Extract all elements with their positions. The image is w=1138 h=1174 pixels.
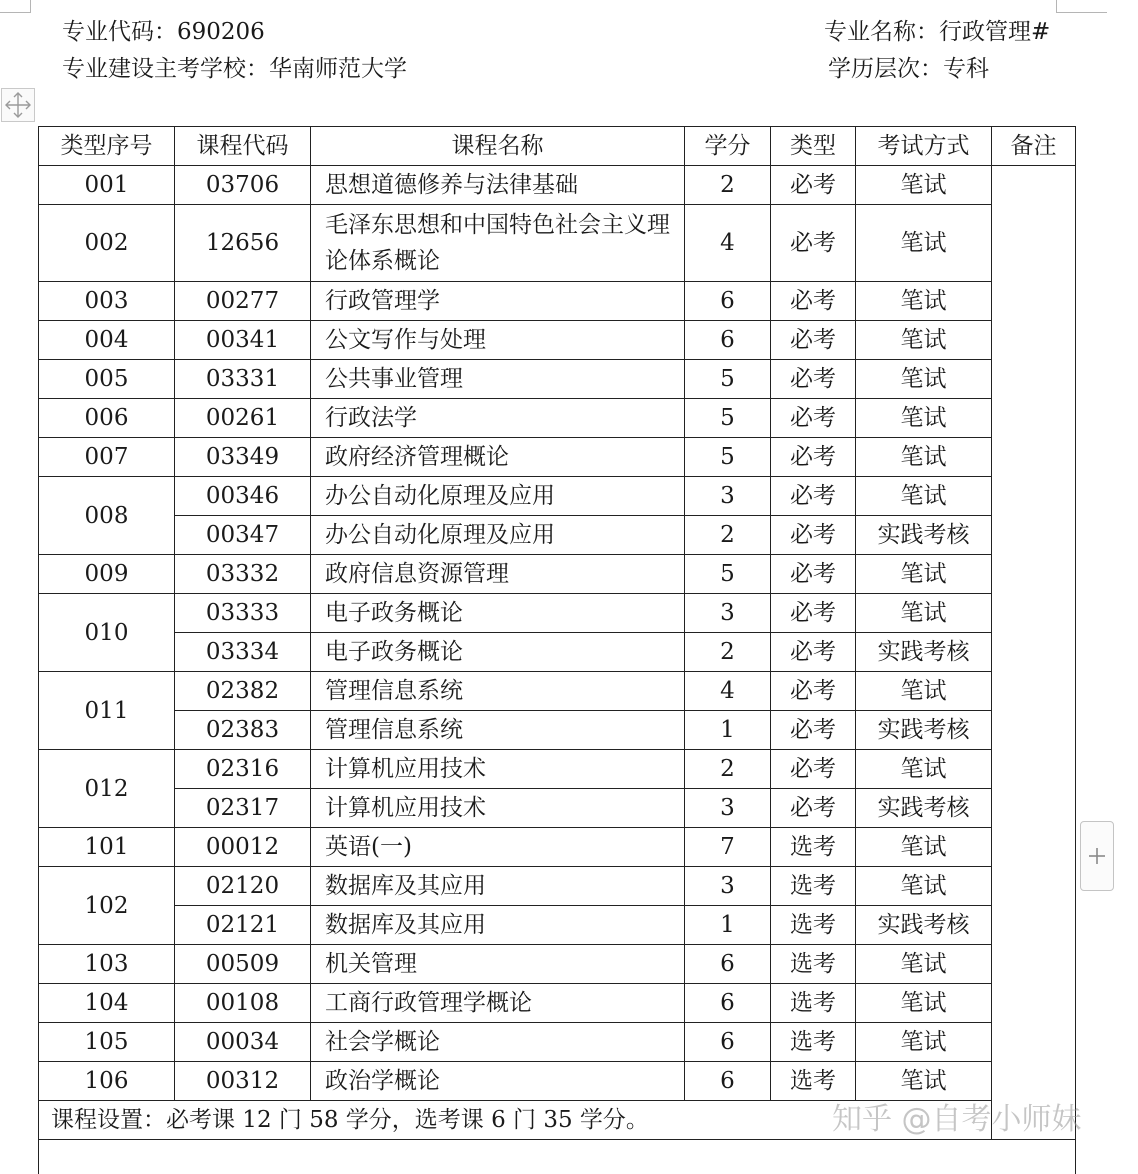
cell-type: 必考 [771, 672, 856, 711]
cell-credit: 3 [685, 789, 771, 828]
table-row [39, 750, 1076, 789]
cell-credit: 1 [685, 711, 771, 750]
cell-code: 00277 [175, 282, 311, 321]
blank-row [39, 1140, 1076, 1174]
cell-credit: 4 [685, 672, 771, 711]
cell-seq: 104 [39, 984, 175, 1023]
cell-name: 公共事业管理 [311, 360, 685, 399]
cell-exam: 笔试 [856, 205, 992, 282]
cell-name: 办公自动化原理及应用 [311, 477, 685, 516]
cell-credit: 2 [685, 166, 771, 205]
cell-code: 02120 [175, 867, 311, 906]
cell-type: 必考 [771, 789, 856, 828]
cell-seq: 002 [39, 205, 175, 282]
cell-credit: 4 [685, 205, 771, 282]
table-row [39, 399, 1076, 438]
cell-type: 必考 [771, 438, 856, 477]
table-row [39, 282, 1076, 321]
table-row [39, 906, 1076, 945]
cell-name: 毛泽东思想和中国特色社会主义理论体系概论 [311, 205, 685, 282]
major-code: 专业代码：690206 [62, 17, 265, 47]
cell-credit: 2 [685, 633, 771, 672]
cell-exam: 实践考核 [856, 789, 992, 828]
table-row [39, 594, 1076, 633]
cell-name: 政府经济管理概论 [311, 438, 685, 477]
watermark: 知乎 @自考小师妹 [832, 1094, 1082, 1138]
cell-name: 社会学概论 [311, 1023, 685, 1062]
cell-exam: 笔试 [856, 828, 992, 867]
cell-exam: 笔试 [856, 867, 992, 906]
cell-seq: 005 [39, 360, 175, 399]
cell-code: 03332 [175, 555, 311, 594]
cell-seq: 007 [39, 438, 175, 477]
course-table [38, 126, 1076, 1174]
cell-exam: 笔试 [856, 1023, 992, 1062]
table-row [39, 672, 1076, 711]
cell-credit: 3 [685, 867, 771, 906]
cell-code: 03706 [175, 166, 311, 205]
col-header-seq: 类型序号 [39, 127, 175, 166]
cell-exam: 笔试 [856, 399, 992, 438]
cell-seq: 012 [39, 750, 175, 828]
cell-type: 必考 [771, 633, 856, 672]
cell-seq: 009 [39, 555, 175, 594]
table-row [39, 945, 1076, 984]
cell-code: 02382 [175, 672, 311, 711]
cell-name: 思想道德修养与法律基础 [311, 166, 685, 205]
cell-seq: 103 [39, 945, 175, 984]
cell-code: 00347 [175, 516, 311, 555]
cell-type: 必考 [771, 399, 856, 438]
cell-exam: 实践考核 [856, 906, 992, 945]
cell-credit: 3 [685, 477, 771, 516]
cell-code: 03333 [175, 594, 311, 633]
cell-credit: 6 [685, 1023, 771, 1062]
cell-name: 英语(一) [311, 828, 685, 867]
cell-exam: 笔试 [856, 438, 992, 477]
cell-type: 必考 [771, 711, 856, 750]
cell-name: 数据库及其应用 [311, 906, 685, 945]
education-level: 学历层次：专科 [828, 54, 989, 84]
cell-seq: 011 [39, 672, 175, 750]
major-name: 专业名称：行政管理# [824, 17, 1050, 47]
cell-credit: 6 [685, 282, 771, 321]
cell-name: 电子政务概论 [311, 633, 685, 672]
cell-code: 00034 [175, 1023, 311, 1062]
cell-credit: 2 [685, 750, 771, 789]
table-row [39, 828, 1076, 867]
cell-seq: 105 [39, 1023, 175, 1062]
page-corner-mark-left [0, 0, 31, 13]
cell-type: 必考 [771, 555, 856, 594]
cell-credit: 5 [685, 555, 771, 594]
cell-seq: 101 [39, 828, 175, 867]
cell-credit: 6 [685, 321, 771, 360]
cell-seq: 102 [39, 867, 175, 945]
table-row [39, 438, 1076, 477]
cell-credit: 5 [685, 399, 771, 438]
cell-seq: 003 [39, 282, 175, 321]
table-row [39, 516, 1076, 555]
cell-type: 必考 [771, 205, 856, 282]
cell-code: 00346 [175, 477, 311, 516]
cell-code: 00509 [175, 945, 311, 984]
cell-exam: 实践考核 [856, 711, 992, 750]
table-move-handle[interactable] [1, 88, 35, 122]
cell-code: 00312 [175, 1062, 311, 1101]
col-header-code: 课程代码 [175, 127, 311, 166]
cell-exam: 笔试 [856, 282, 992, 321]
cell-code: 03331 [175, 360, 311, 399]
blank-cell [39, 1140, 1076, 1174]
table-row [39, 555, 1076, 594]
cell-name: 政治学概论 [311, 1062, 685, 1101]
cell-code: 12656 [175, 205, 311, 282]
exam-school: 专业建设主考学校：华南师范大学 [62, 54, 407, 84]
cell-credit: 5 [685, 438, 771, 477]
cell-seq: 106 [39, 1062, 175, 1101]
cell-type: 必考 [771, 321, 856, 360]
cell-code: 02316 [175, 750, 311, 789]
cell-exam: 笔试 [856, 945, 992, 984]
table-header-row [39, 127, 1076, 166]
table-row [39, 360, 1076, 399]
table-row [39, 867, 1076, 906]
cell-seq: 010 [39, 594, 175, 672]
col-header-note: 备注 [992, 127, 1076, 166]
cell-name: 行政法学 [311, 399, 685, 438]
col-header-exam: 考试方式 [856, 127, 992, 166]
cell-exam: 笔试 [856, 594, 992, 633]
cell-name: 数据库及其应用 [311, 867, 685, 906]
cell-code: 00108 [175, 984, 311, 1023]
cell-exam: 笔试 [856, 1062, 992, 1101]
cell-credit: 3 [685, 594, 771, 633]
col-header-type: 类型 [771, 127, 856, 166]
cell-name: 工商行政管理学概论 [311, 984, 685, 1023]
table-row [39, 711, 1076, 750]
cell-type: 选考 [771, 1023, 856, 1062]
cell-exam: 笔试 [856, 321, 992, 360]
cell-exam: 笔试 [856, 555, 992, 594]
table-row [39, 789, 1076, 828]
cell-type: 选考 [771, 828, 856, 867]
cell-exam: 笔试 [856, 360, 992, 399]
cell-credit: 5 [685, 360, 771, 399]
cell-exam: 笔试 [856, 672, 992, 711]
cell-name: 计算机应用技术 [311, 750, 685, 789]
cell-type: 必考 [771, 516, 856, 555]
cell-type: 必考 [771, 594, 856, 633]
table-row [39, 1023, 1076, 1062]
cell-credit: 2 [685, 516, 771, 555]
col-header-name: 课程名称 [311, 127, 685, 166]
cell-name: 办公自动化原理及应用 [311, 516, 685, 555]
cell-code: 02383 [175, 711, 311, 750]
cell-name: 行政管理学 [311, 282, 685, 321]
cell-credit: 6 [685, 945, 771, 984]
cell-exam: 实践考核 [856, 516, 992, 555]
cell-code: 03334 [175, 633, 311, 672]
cell-exam: 笔试 [856, 750, 992, 789]
cell-code: 02317 [175, 789, 311, 828]
cell-type: 必考 [771, 360, 856, 399]
cell-code: 02121 [175, 906, 311, 945]
cell-name: 管理信息系统 [311, 711, 685, 750]
cell-exam: 笔试 [856, 984, 992, 1023]
cell-type: 必考 [771, 750, 856, 789]
cell-type: 选考 [771, 984, 856, 1023]
cell-name: 计算机应用技术 [311, 789, 685, 828]
cell-exam: 笔试 [856, 166, 992, 205]
cell-name: 电子政务概论 [311, 594, 685, 633]
cell-name: 管理信息系统 [311, 672, 685, 711]
add-row-button[interactable] [1080, 821, 1114, 891]
cell-note [992, 166, 1076, 1140]
table-row [39, 984, 1076, 1023]
cell-credit: 6 [685, 1062, 771, 1101]
cell-credit: 6 [685, 984, 771, 1023]
table-row [39, 633, 1076, 672]
cell-name: 公文写作与处理 [311, 321, 685, 360]
cell-seq: 008 [39, 477, 175, 555]
cell-name: 政府信息资源管理 [311, 555, 685, 594]
table-row [39, 205, 1076, 282]
cell-type: 选考 [771, 945, 856, 984]
cell-seq: 006 [39, 399, 175, 438]
plus-icon [1081, 822, 1113, 890]
table-row [39, 166, 1076, 205]
cell-type: 选考 [771, 906, 856, 945]
move-arrows-icon [2, 89, 34, 121]
cell-credit: 1 [685, 906, 771, 945]
cell-type: 必考 [771, 166, 856, 205]
cell-exam: 实践考核 [856, 633, 992, 672]
cell-exam: 笔试 [856, 477, 992, 516]
cell-code: 00341 [175, 321, 311, 360]
cell-type: 必考 [771, 477, 856, 516]
cell-code: 00261 [175, 399, 311, 438]
table-row [39, 477, 1076, 516]
cell-credit: 7 [685, 828, 771, 867]
cell-type: 选考 [771, 1062, 856, 1101]
curriculum-summary: 课程设置：必考课 12 门 58 学分，选考课 6 门 35 学分。 [39, 1101, 1076, 1140]
cell-code: 03349 [175, 438, 311, 477]
page-corner-mark-right [1056, 0, 1107, 13]
cell-name: 机关管理 [311, 945, 685, 984]
cell-type: 必考 [771, 282, 856, 321]
table-row [39, 321, 1076, 360]
col-header-credit: 学分 [685, 127, 771, 166]
cell-type: 选考 [771, 867, 856, 906]
cell-seq: 004 [39, 321, 175, 360]
cell-code: 00012 [175, 828, 311, 867]
cell-seq: 001 [39, 166, 175, 205]
